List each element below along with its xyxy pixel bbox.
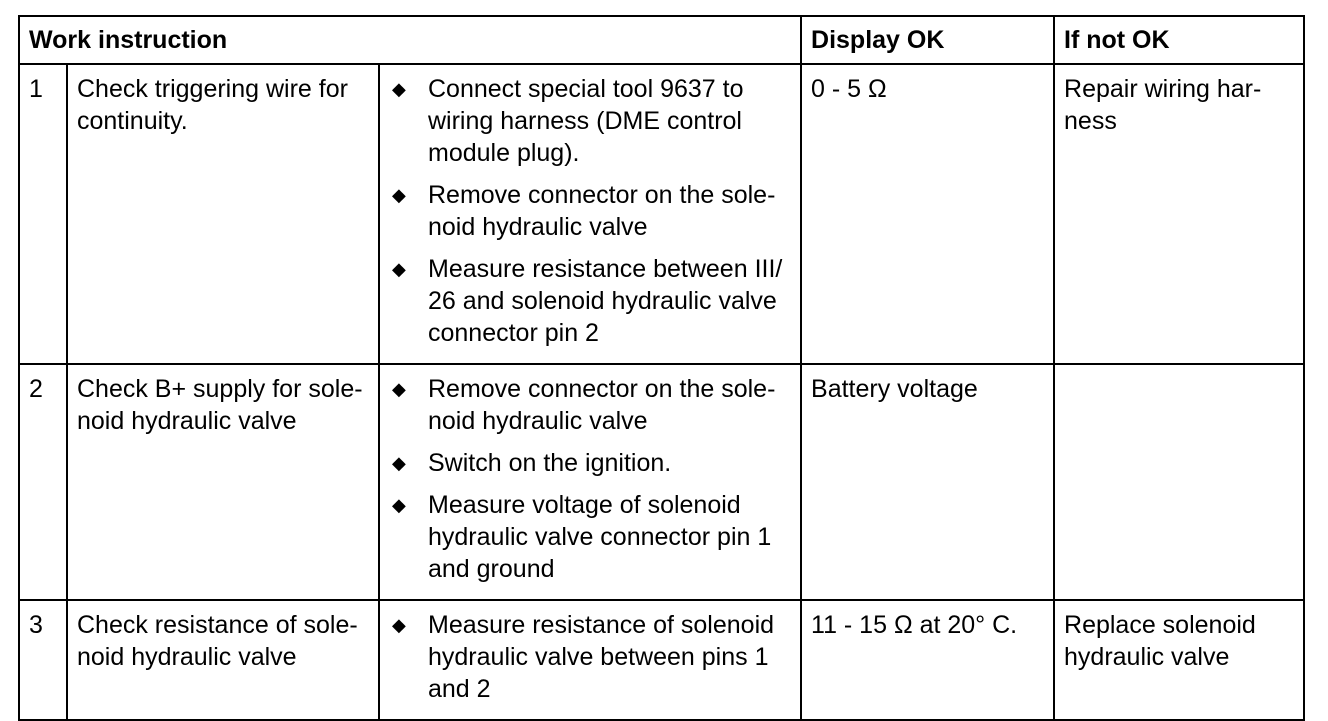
diamond-bullet-icon: ◆: [392, 259, 406, 279]
row-if-not-ok: [1054, 364, 1304, 600]
row-instruction: Check B+ supply for sole-noid hydraulic valve: [67, 364, 379, 600]
list-item: ◆ Switch on the ignition.: [392, 449, 672, 477]
row-steps: [379, 64, 801, 364]
header-work-instruction: Work instruction: [19, 16, 801, 64]
row-steps: [379, 364, 801, 600]
diamond-bullet-icon: ◆: [392, 615, 406, 635]
row-display-ok: 11 - 15 Ω at 20° C.: [801, 600, 1054, 720]
row-number: 2: [19, 364, 67, 600]
row-instruction: Check triggering wire for continuity.: [67, 64, 379, 364]
table-row: [19, 64, 1304, 364]
table-row: [19, 600, 1304, 720]
work-instruction-table: [18, 15, 1305, 721]
row-number: 3: [19, 600, 67, 720]
table-header-row: [19, 16, 1304, 64]
row-steps: [379, 600, 801, 720]
header-display-ok: Display OK: [801, 16, 1054, 64]
table-row: [19, 364, 1304, 600]
row-display-ok: Battery voltage: [801, 364, 1054, 600]
diamond-bullet-icon: ◆: [392, 185, 406, 205]
row-instruction: Check resistance of sole-noid hydraulic valve: [67, 600, 379, 720]
list-item: ◆ Connect special tool 9637 to wiring harness (DME control module plug).: [392, 75, 744, 167]
list-item: ◆ Measure resistance of solenoid hydraulic valve between pins 1 and 2: [392, 611, 775, 703]
diamond-bullet-icon: ◆: [392, 79, 406, 99]
list-item: ◆ Remove connector on the sole-noid hydraulic valve: [392, 181, 776, 241]
diamond-bullet-icon: ◆: [392, 453, 406, 473]
list-item: ◆ Remove connector on the sole-noid hydraulic valve: [392, 375, 776, 435]
list-item: ◆ Measure resistance between III/ 26 and solenoid hydraulic valve connector pin 2: [392, 255, 783, 347]
row-display-ok: 0 - 5 Ω: [801, 64, 1054, 364]
diamond-bullet-icon: ◆: [392, 379, 406, 399]
row-if-not-ok: Replace solenoid hydraulic valve: [1054, 600, 1304, 720]
list-item: ◆ Measure voltage of solenoid hydraulic valve connector pin 1 and ground: [392, 491, 772, 583]
header-if-not-ok: If not OK: [1054, 16, 1304, 64]
diamond-bullet-icon: ◆: [392, 495, 406, 515]
row-if-not-ok: Repair wiring har-ness: [1054, 64, 1304, 364]
row-number: 1: [19, 64, 67, 364]
